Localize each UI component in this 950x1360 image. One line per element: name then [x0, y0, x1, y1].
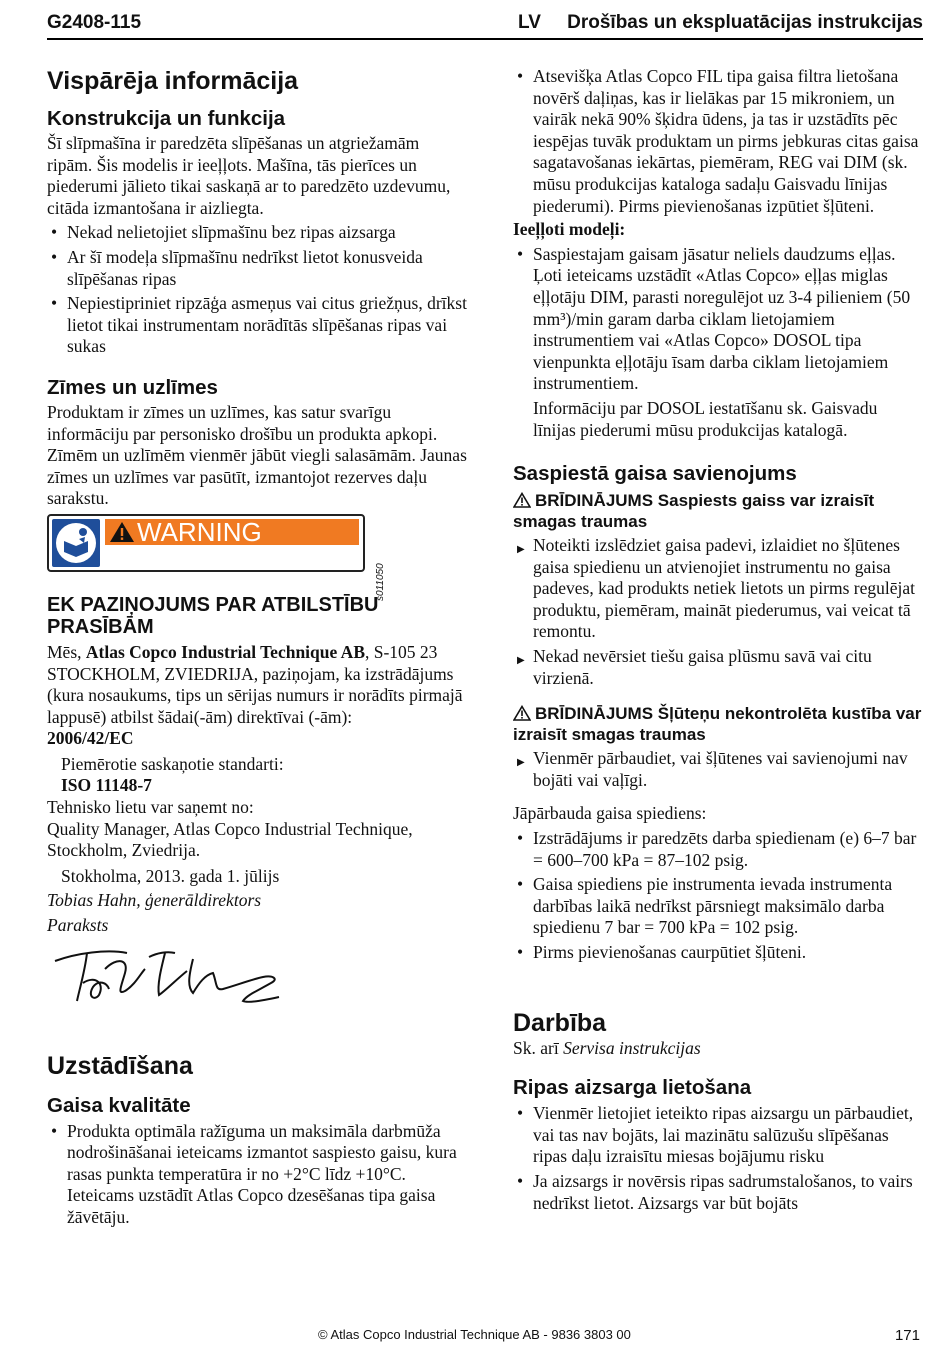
ec-signer: Tobias Hahn, ģenerāldirektors — [47, 890, 262, 911]
warning-banner — [105, 516, 359, 547]
doc-code: G2408-115 — [47, 12, 142, 33]
list-item: • Saspiestajam gaisam jāsatur neliels daudzums eļļas. Ļoti ieteicams uzstādīt «Atlas Copco» eļļas miglas eļļotāju DIM, parasti noregulējot uz 3-4 pilieniem (50 mm³)/min garam darba ciklam lietojamiem instrumentiem vai «Atlas Copco» DOSOL tipa vienpunkta eļļotāju īsam darba ciklam lietojamiem instrumentiem. — [513, 244, 923, 395]
air-connection-heading: Saspiestā gaisa savienojums — [513, 462, 797, 486]
ec-prefix: Mēs, — [47, 641, 86, 662]
list-item: • Nekad nelietojiet slīpmašīnu bez ripas aizsarga — [47, 222, 467, 244]
list-item: • Izstrādājums ir paredzēts darba spiedienam (e) 6–7 bar = 600–700 kPa = 87–102 psig. — [513, 828, 923, 871]
warning-2-list — [513, 748, 923, 791]
guard-list — [513, 1103, 923, 1214]
lubricated-heading: Ieeļļoti modeļi: — [513, 219, 626, 240]
ec-directive: 2006/42/EC — [47, 728, 134, 749]
ec-declaration-heading: EK PAZIŅOJUMS PAR ATBILSTĪBU PRASĪBĀM — [47, 593, 379, 638]
operation-ref-prefix: Sk. arī — [513, 1037, 564, 1058]
warning-label-image — [47, 514, 365, 572]
pressure-label: Jāpārbauda gaisa spiediens: — [513, 803, 707, 824]
lubricated-extra: Informāciju par DOSOL iestatīšanu sk. Gaisvadu līnijas piederumi mūsu produkcijas katalogā. — [533, 397, 878, 440]
list-item: • Vienmēr lietojiet ieteikto ripas aizsargu un pārbaudiet, vai tas nav bojāts, lai mazinātu salūzušu slīpēšanas ripas daļu izraisītu miesas bojājumu risku — [513, 1103, 923, 1168]
signature — [47, 939, 467, 1021]
list-item: • Ja aizsargs ir novērsis ripas sadrumstalošanos, to vairs nedrīkst lietot. Aizsargs var būt bojāts — [513, 1171, 923, 1214]
page-header — [47, 10, 923, 40]
doc-title: Drošības un ekspluatācijas instrukcijas — [567, 12, 923, 33]
signs-text: Produktam ir zīmes un uzlīmes, kas satur svarīgu informāciju par personisko drošību un produkta apkopi. Zīmēm un uzlīmēm vienmēr jābūt viegli salasāmām. Jaunas zīmes un uzlīmes var pasūtīt, izmantojot rezerves daļu sarakstu. — [47, 401, 467, 509]
lubricated-list — [513, 244, 923, 395]
list-item: • Pirms pievienošanas caurpūtiet šļūteni. — [513, 942, 923, 964]
ec-signature-label: Paraksts — [47, 915, 109, 936]
ec-file-label: Tehnisko lietu var saņemt no: — [47, 797, 254, 818]
ec-company: Atlas Copco Industrial Technique AB — [85, 641, 365, 662]
list-item: • Gaisa spiediens pie instrumenta ievada instrumenta darbības laikā nedrīkst pārsniegt maksimālo darba spiedienu 7 bar = 700 kPa = 102 psig. — [513, 874, 923, 939]
filter-list — [513, 66, 923, 217]
operation-ref-link: Servisa instrukcijas — [563, 1037, 701, 1058]
construction-heading: Konstrukcija un funkcija — [47, 107, 286, 130]
warning-triangle-icon — [513, 492, 531, 508]
list-item: ▶ Noteikti izslēdziet gaisa padevi, izlaidiet no šļūtenes gaisa spiedienu un atvienojiet instrumentu no gaisa padeves, kad produkts netiek lietots un pirms regulējat produktu, piemēram, maināt piederumus, vai veicat tā remontu. — [513, 535, 923, 643]
warning-triangle-icon — [109, 521, 135, 543]
warning-1-heading — [513, 490, 923, 532]
list-item: • Produkta optimāla ražīguma un maksimāla darbmūža nodrošināšanai ieteicams izmantot saspiesto gaisu, kura rasas punkta temperatūra ir no +2°C līdz +10°C. Ieteicams uzstādīt Atlas Copco dzesēšanas tipa gaisa žāvētāju. — [47, 1121, 467, 1229]
pressure-list — [513, 828, 923, 964]
list-item: • Nepiestipriniet ripzāģa asmeņus vai citus griežņus, drīkst lietot tikai instrumentam norādītās slīpēšanas ripas vai sukas — [47, 293, 467, 358]
construction-text: Šī slīpmašīna ir paredzēta slīpēšanas un atgriežamām ripām. Šis modelis ir ieeļļots. Mašīna, tās pierīces un piederumi jālieto tikai saskaņā ar to paredzēto uzdevumu, citāda izmantošana ir aizliegta. — [47, 133, 451, 218]
language-code: LV — [518, 12, 541, 33]
ec-standards-label: Piemērotie saskaņotie standarti: — [61, 753, 284, 774]
ec-place-date: Stokholma, 2013. gada 1. jūlijs — [61, 865, 280, 886]
ec-standard: ISO 11148-7 — [61, 775, 152, 796]
left-column — [47, 60, 467, 1229]
operation-heading: Darbība — [513, 1008, 607, 1037]
warning-1-list — [513, 535, 923, 689]
warning-2-heading — [513, 703, 923, 745]
right-column — [513, 66, 923, 1214]
air-quality-heading: Gaisa kvalitāte — [47, 1093, 191, 1117]
page-number: 171 — [894, 1327, 920, 1344]
signs-heading: Zīmes un uzlīmes — [47, 375, 218, 399]
air-quality-list — [47, 1121, 467, 1229]
guard-heading: Ripas aizsarga lietošana — [513, 1076, 752, 1100]
label-code: s011050 — [375, 563, 386, 601]
copyright: © Atlas Copco Industrial Technique AB - 9836 3803 00 — [318, 1327, 631, 1342]
construction-list — [47, 222, 467, 358]
installation-heading: Uzstādīšana — [47, 1051, 193, 1080]
read-manual-icon — [52, 519, 100, 567]
ec-declaration-text — [47, 642, 467, 728]
ec-text: , S-105 23 STOCKHOLM, ZVIEDRIJA, paziņojam, ka izstrādājums (kura nosaukums, tips un sērijas numurs ir norādīts pirmajā lappusē) atbilst šādai(-ām) direktīvai (-ām): — [47, 641, 463, 727]
general-info-heading: Vispārēja informācija — [47, 67, 299, 95]
warning-banner-text: WARNING — [137, 516, 262, 547]
list-item: ▶ Nekad nevērsiet tiešu gaisa plūsmu savā vai citu virzienā. — [513, 646, 923, 689]
ec-file-contact: Quality Manager, Atlas Copco Industrial Technique, Stockholm, Zviedrija. — [47, 818, 413, 861]
operation-reference — [513, 1038, 923, 1060]
list-item: • Ar šī modeļa slīpmašīnu nedrīkst lietot konusveida slīpēšanas ripas — [47, 247, 467, 290]
warning-1-text: BRĪDINĀJUMS Saspiests gaiss var izraisīt smagas traumas — [513, 491, 875, 532]
warning-triangle-icon — [513, 705, 531, 721]
list-item: • Atsevišķa Atlas Copco FIL tipa gaisa filtra lietošana novērš daļiņas, kas ir lielākas par 15 mikroniem, un vairāk nekā 90% šķidra ūdens, ja tas ir uzstādīts pēc iespējas tuvāk produktam un pirms jebkuras citas gaisa sagatavošanas iekārtas, piemēram, REG vai DIM (sk. mūsu produkcijas kataloga sadaļu Gaisvadu līnijas piederumi). Pirms pievienošanas izpūtiet šļūteni. — [513, 66, 923, 217]
warning-2-text: BRĪDINĀJUMS Šļūteņu nekontrolēta kustība var izraisīt smagas traumas — [513, 704, 922, 745]
list-item: ▶ Vienmēr pārbaudiet, vai šļūtenes vai savienojumi nav bojāti vai vaļīgi. — [513, 748, 923, 791]
